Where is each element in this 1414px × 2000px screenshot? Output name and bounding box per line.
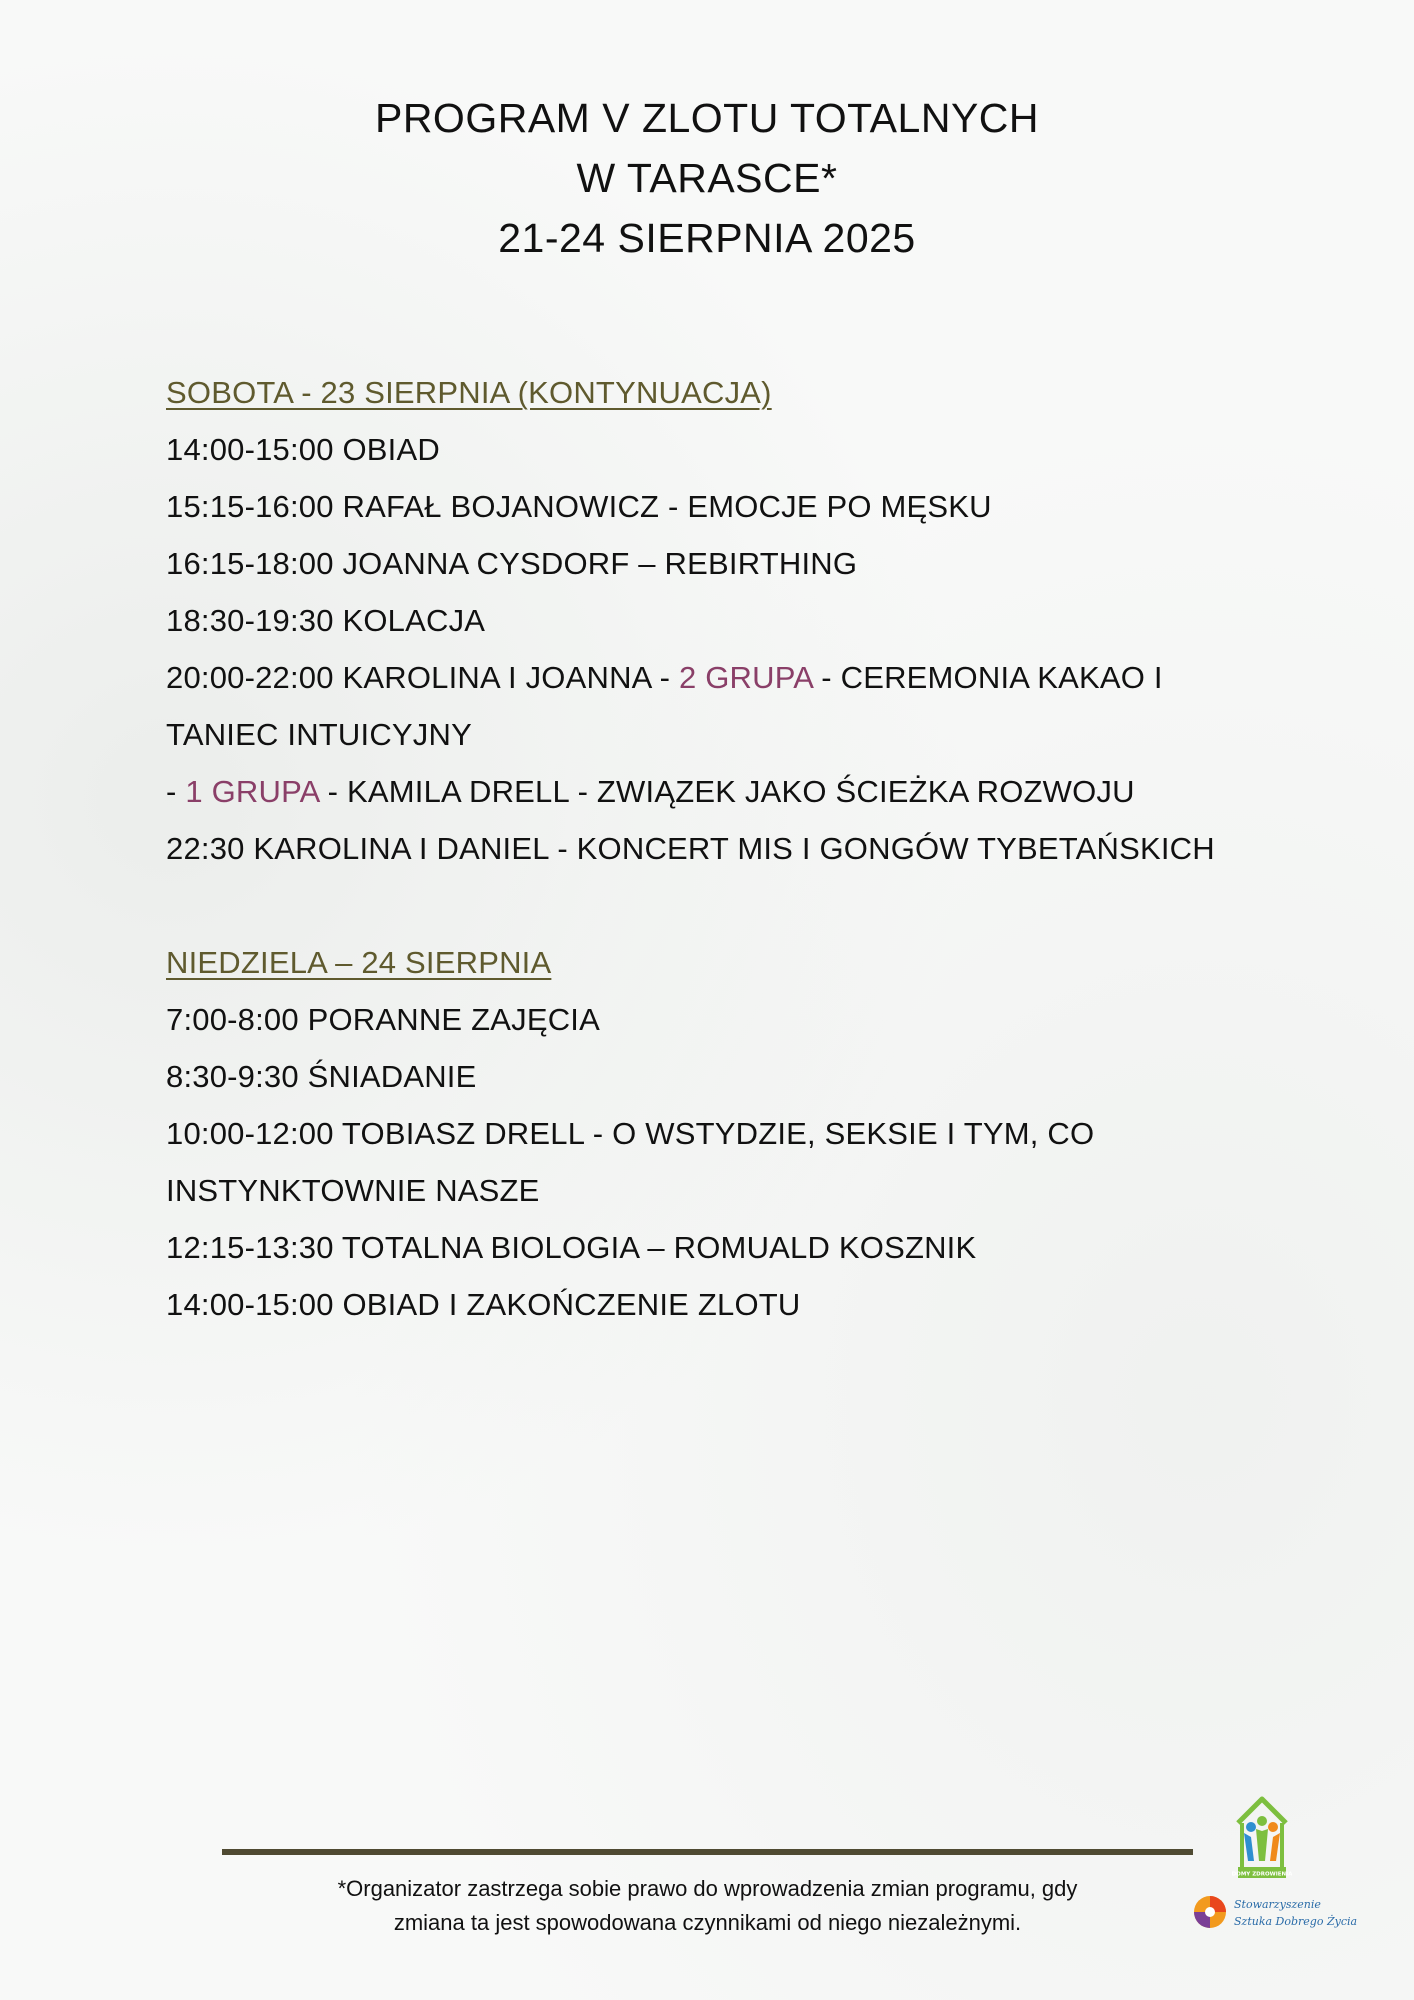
section-spacer	[166, 877, 1316, 934]
group-2-label: 2 GRUPA	[678, 660, 813, 695]
domy-logo-wordmark: DOMY ZDROWIENIA	[1232, 1871, 1292, 1878]
association-emblem	[1192, 1892, 1232, 1932]
sunday-item-4: 12:15-13:30 TOTALNA BIOLOGIA – ROMUALD KOSZNIK	[166, 1230, 977, 1265]
sunday-heading: NIEDZIELA – 24 SIERPNIA	[166, 945, 552, 980]
saturday-item-5-end: - CEREMONIA KAKAO I	[812, 660, 1163, 695]
association-name	[1234, 1896, 1357, 1930]
domy-zdrowienia-logo	[1232, 1793, 1292, 1883]
saturday-heading: SOBOTA - 23 SIERPNIA (KONTYNUACJA)	[166, 375, 772, 410]
saturday-item-2: 15:15-16:00 RAFAŁ BOJANOWICZ - EMOCJE PO MĘSKU	[166, 489, 992, 524]
sunday-item-1: 7:00-8:00 PORANNE ZAJĘCIA	[166, 1002, 600, 1037]
association-name-line-1: Stowarzyszenie	[1234, 1898, 1321, 1911]
association-logo	[1192, 1892, 1358, 1942]
program-content	[166, 364, 1316, 1333]
footer-divider	[222, 1849, 1193, 1855]
group-1-label: 1 GRUPA	[185, 774, 319, 809]
saturday-item-6	[166, 763, 1316, 820]
page-title	[0, 88, 1414, 268]
title-line-2: W TARASCE*	[576, 155, 838, 201]
title-line-3: 21-24 SIERPNIA 2025	[498, 215, 916, 261]
footnote-line-1: *Organizator zastrzega sobie prawo do wprowadzenia zmian programu, gdy	[337, 1876, 1078, 1901]
saturday-item-1: 14:00-15:00 OBIAD	[166, 432, 440, 467]
footnote	[222, 1872, 1193, 1940]
saturday-item-6-end: - KAMILA DRELL - ZWIĄZEK JAKO ŚCIEŻKA ROZWOJU	[318, 774, 1135, 809]
saturday-item-5-start: 20:00-22:00 KAROLINA I JOANNA -	[166, 660, 679, 695]
sunday-item-3-continued: INSTYNKTOWNIE NASZE	[166, 1173, 540, 1208]
footnote-line-2: zmiana ta jest spowodowana czynnikami od niego niezależnymi.	[393, 1910, 1022, 1935]
sunday-item-3: 10:00-12:00 TOBIASZ DRELL - O WSTYDZIE, SEKSIE I TYM, CO	[166, 1116, 1095, 1151]
saturday-item-5	[166, 649, 1316, 706]
saturday-item-5-continued: TANIEC INTUICYJNY	[166, 717, 472, 752]
sunday-item-5: 14:00-15:00 OBIAD I ZAKOŃCZENIE ZLOTU	[166, 1287, 801, 1322]
saturday-item-4: 18:30-19:30 KOLACJA	[166, 603, 486, 638]
title-line-1: PROGRAM V ZLOTU TOTALNYCH	[374, 95, 1040, 141]
association-name-line-2: Sztuka Dobrego Życia	[1234, 1915, 1358, 1928]
saturday-item-7: 22:30 KAROLINA I DANIEL - KONCERT MIS I GONGÓW TYBETAŃSKICH	[166, 831, 1215, 866]
sunday-item-2: 8:30-9:30 ŚNIADANIE	[166, 1059, 477, 1094]
saturday-item-6-start: -	[166, 774, 186, 809]
saturday-item-3: 16:15-18:00 JOANNA CYSDORF – REBIRTHING	[166, 546, 858, 581]
